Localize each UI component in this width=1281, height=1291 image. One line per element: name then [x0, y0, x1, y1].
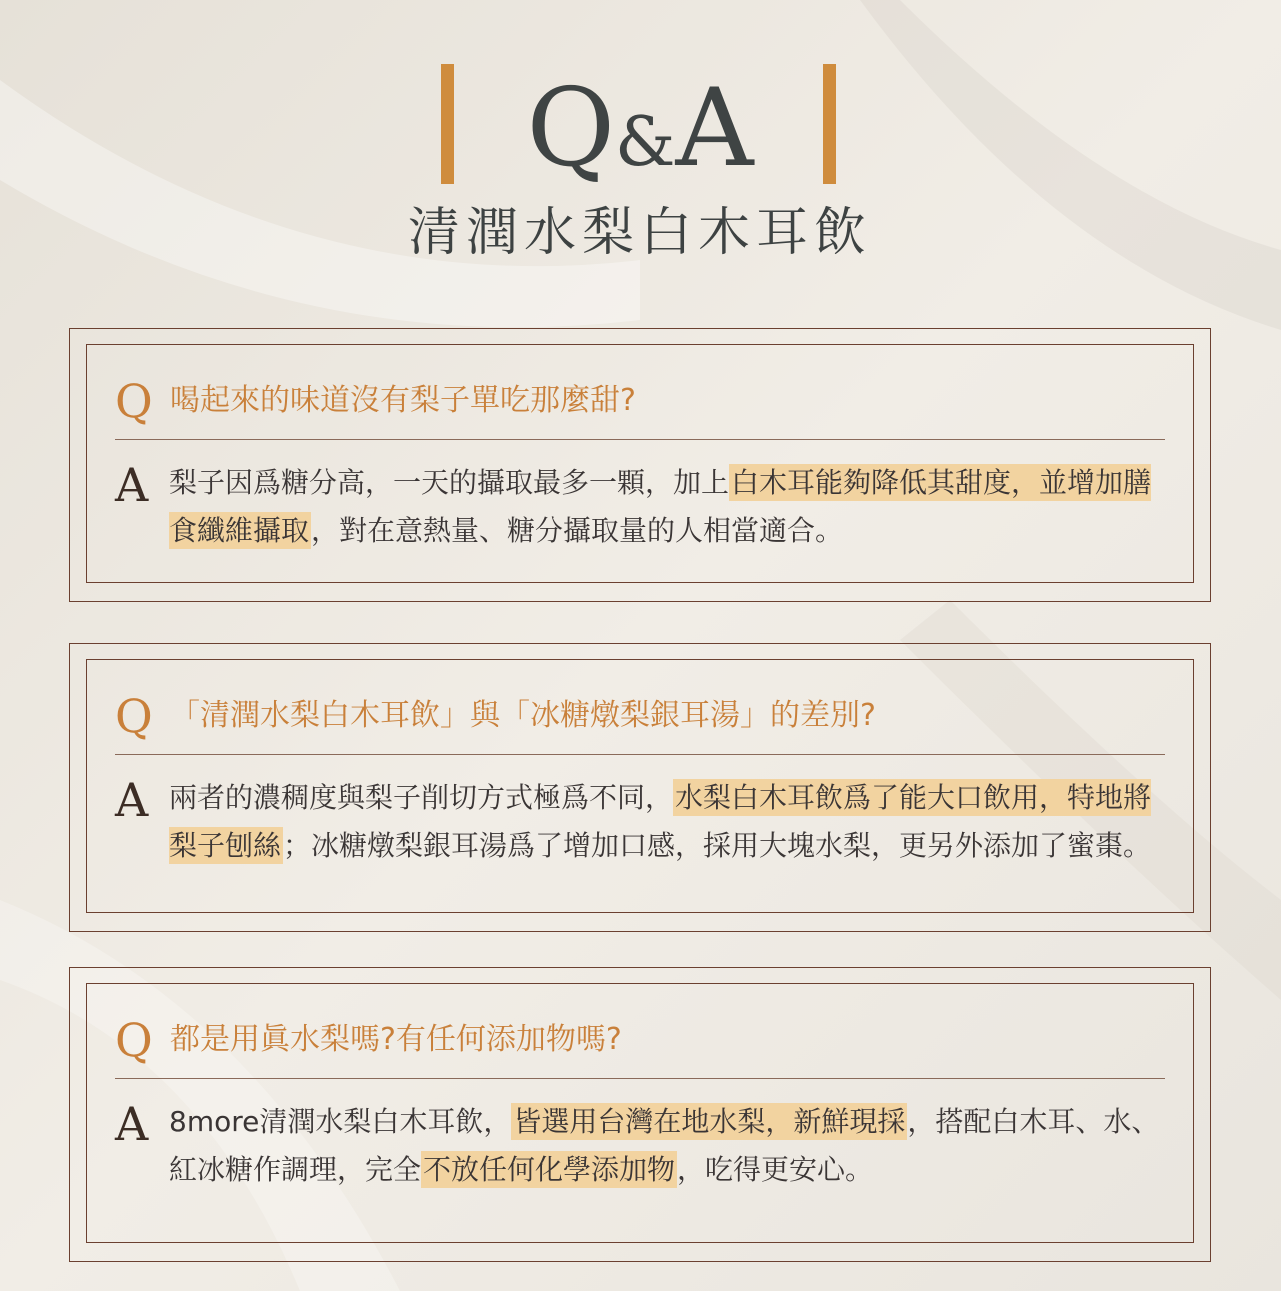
faq-card-inner-frame — [86, 659, 1194, 913]
answer-text: ，搭配白木耳、水、紅冰糖作調理，完全 — [169, 1105, 1160, 1186]
faq-card-inner-frame — [86, 344, 1194, 583]
faq-card-1 — [69, 328, 1211, 602]
faq-answer — [169, 1098, 1169, 1194]
question-marker: Q — [115, 374, 153, 428]
answer-text: ，吃得更安心。 — [677, 1153, 874, 1186]
answer-text: 8more清潤水梨白木耳飲， — [169, 1105, 512, 1138]
answer-highlight: 白木耳能夠降低其甜度，並增加膳食纖維攝取 — [169, 466, 1152, 547]
answer-marker: A — [115, 458, 149, 512]
faq-question: 「清潤水梨白木耳飲」與「冰糖燉梨銀耳湯」的差別? — [170, 698, 876, 733]
divider — [115, 1078, 1165, 1079]
question-marker: Q — [115, 1013, 153, 1067]
answer-highlight: 皆選用台灣在地水梨，新鮮現採 — [513, 1105, 906, 1138]
faq-question-row — [115, 1008, 1165, 1072]
answer-highlight: 不放任何化學添加物 — [423, 1153, 676, 1186]
faq-card-3 — [69, 967, 1211, 1262]
answer-marker: A — [115, 1097, 149, 1151]
qa-header — [0, 0, 1281, 300]
faq-question: 都是用眞水梨嗎?有任何添加物嗎? — [170, 1022, 622, 1057]
title-accent-bar — [441, 64, 454, 184]
answer-text: 兩者的濃稠度與梨子削切方式極爲不同， — [169, 781, 674, 814]
faq-card-2 — [69, 643, 1211, 932]
faq-answer — [169, 459, 1169, 555]
divider — [115, 754, 1165, 755]
question-marker: Q — [115, 689, 153, 743]
title-accent-bar — [823, 64, 836, 184]
faq-question: 喝起來的味道沒有梨子單吃那麼甜? — [170, 383, 636, 418]
divider — [115, 439, 1165, 440]
answer-text: ，對在意熱量、糖分攝取量的人相當適合。 — [311, 514, 844, 547]
faq-question-row — [115, 369, 1165, 433]
page-subtitle: 清潤水梨白木耳飲 — [407, 203, 872, 263]
faq-answer — [169, 774, 1169, 870]
faq-question-row — [115, 684, 1165, 748]
qa-title: Q&A — [526, 66, 754, 191]
answer-marker: A — [115, 773, 149, 827]
answer-text: 梨子因爲糖分高，一天的攝取最多一顆，加上 — [169, 466, 730, 499]
answer-text: ；冰糖燉梨銀耳湯爲了增加口感，採用大塊水梨，更另外添加了蜜棗。 — [283, 829, 1152, 862]
faq-card-inner-frame — [86, 983, 1194, 1243]
answer-highlight: 水梨白木耳飲爲了能大口飲用，特地將梨子刨絲 — [169, 781, 1152, 862]
